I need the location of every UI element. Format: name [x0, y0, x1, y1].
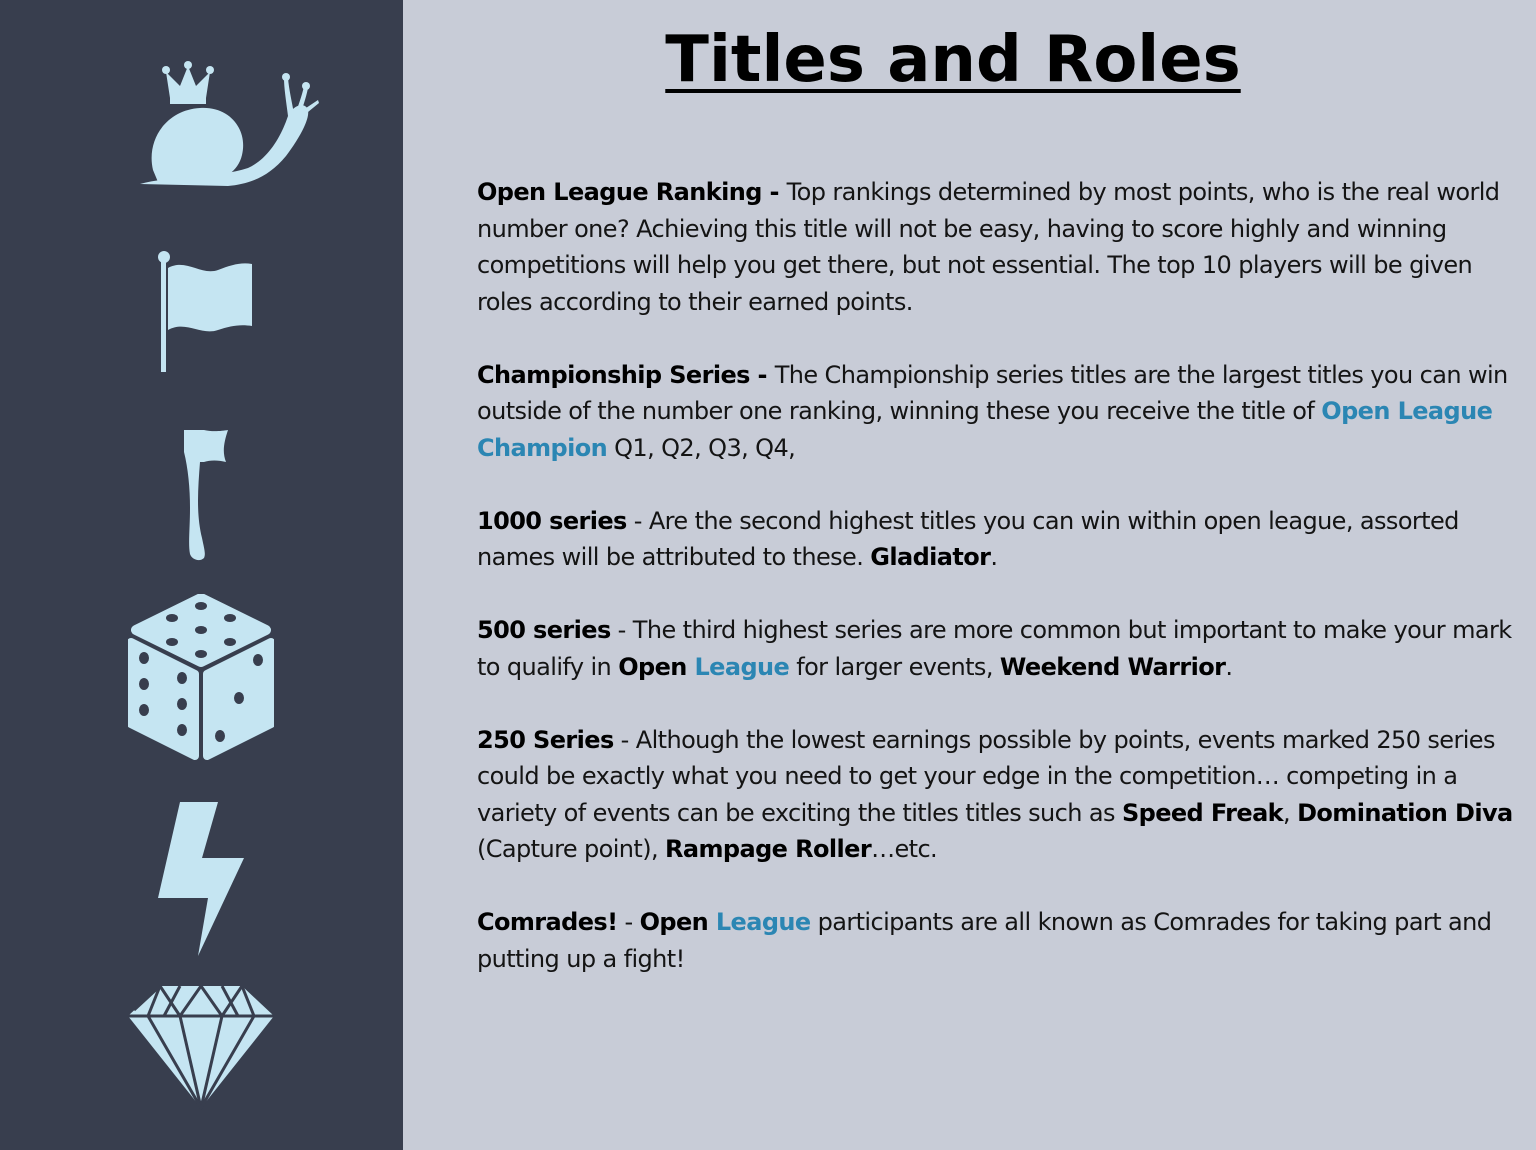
- rampage-roller-title: Rampage Roller: [665, 835, 872, 863]
- league-word: League: [686, 652, 790, 681]
- section-comrades: [477, 904, 1527, 977]
- section-250-text-end: …etc.: [871, 835, 938, 863]
- dice-icon: [128, 594, 274, 762]
- section-ranking-text: Top rankings determined by most points, who is the real world number one? Achieving this title will not be easy, having to score highly and winning competitions will help you get there, but not essential. The top 10 players will be given roles according to their earned points.: [477, 178, 1500, 316]
- section-1000-text-end: .: [990, 543, 998, 571]
- section-500-text-mid: for larger events,: [789, 652, 1000, 681]
- gladiator-title: Gladiator: [870, 543, 991, 571]
- section-500-series: [477, 612, 1527, 685]
- section-1000-text: - Are the second highest titles you can win within open league, assorted names will be attributed to these.: [477, 506, 1459, 571]
- section-1000-series: [477, 503, 1527, 576]
- open-league-champion-title: Open League Champion: [477, 397, 1493, 462]
- section-250-series: [477, 722, 1527, 868]
- section-250-sep: ,: [1283, 798, 1298, 827]
- open-word: Open: [618, 652, 687, 681]
- lightning-icon: [156, 802, 246, 956]
- section-comrades-sep: -: [617, 908, 640, 936]
- main-content: [403, 0, 1536, 1150]
- section-500-heading: 500 series: [477, 616, 611, 644]
- section-250-text-mid: (Capture point),: [477, 835, 666, 863]
- section-500-text: - The third highest series are more common but important to make your mark to qualify in: [477, 616, 1512, 681]
- section-comrades-text: participants are all known as Comrades for taking part and putting up a fight!: [477, 908, 1492, 973]
- diamond-icon: [124, 980, 278, 1112]
- speed-freak-title: Speed Freak: [1121, 798, 1284, 827]
- weekend-warrior-title: Weekend Warrior: [999, 652, 1226, 681]
- axe-icon: [178, 428, 234, 562]
- section-championship-heading: Championship Series -: [477, 360, 775, 389]
- section-1000-heading: 1000 series: [477, 506, 627, 535]
- section-250-text: - Although the lowest earnings possible by points, events marked 250 series could be exactly what you need to get your edge in the competition… competing in a variety of events can be exciting the titles titles such as: [477, 725, 1495, 827]
- section-ranking-heading: Open League Ranking -: [477, 178, 787, 206]
- section-championship-text: The Championship series titles are the largest titles you can win outside of the number one ranking, winning these you receive the title of: [477, 360, 1508, 425]
- section-championship-text-end: Q1, Q2, Q3, Q4,: [607, 433, 796, 462]
- icon-sidebar: [0, 0, 403, 1150]
- domination-diva-title: Domination Diva: [1297, 798, 1513, 827]
- page-title: [403, 18, 1503, 102]
- sections-body: [477, 174, 1527, 1014]
- section-500-text-end: .: [1225, 652, 1233, 681]
- section-championship: [477, 357, 1527, 467]
- flag-icon: [156, 250, 256, 374]
- league-word: League: [708, 908, 811, 936]
- open-word: Open: [639, 908, 709, 936]
- crowned-snail-icon: [138, 60, 323, 188]
- page-title-text: Titles and Roles: [665, 23, 1241, 97]
- section-comrades-heading: Comrades!: [477, 908, 618, 936]
- section-ranking: [477, 174, 1527, 320]
- section-250-heading: 250 Series: [477, 725, 614, 754]
